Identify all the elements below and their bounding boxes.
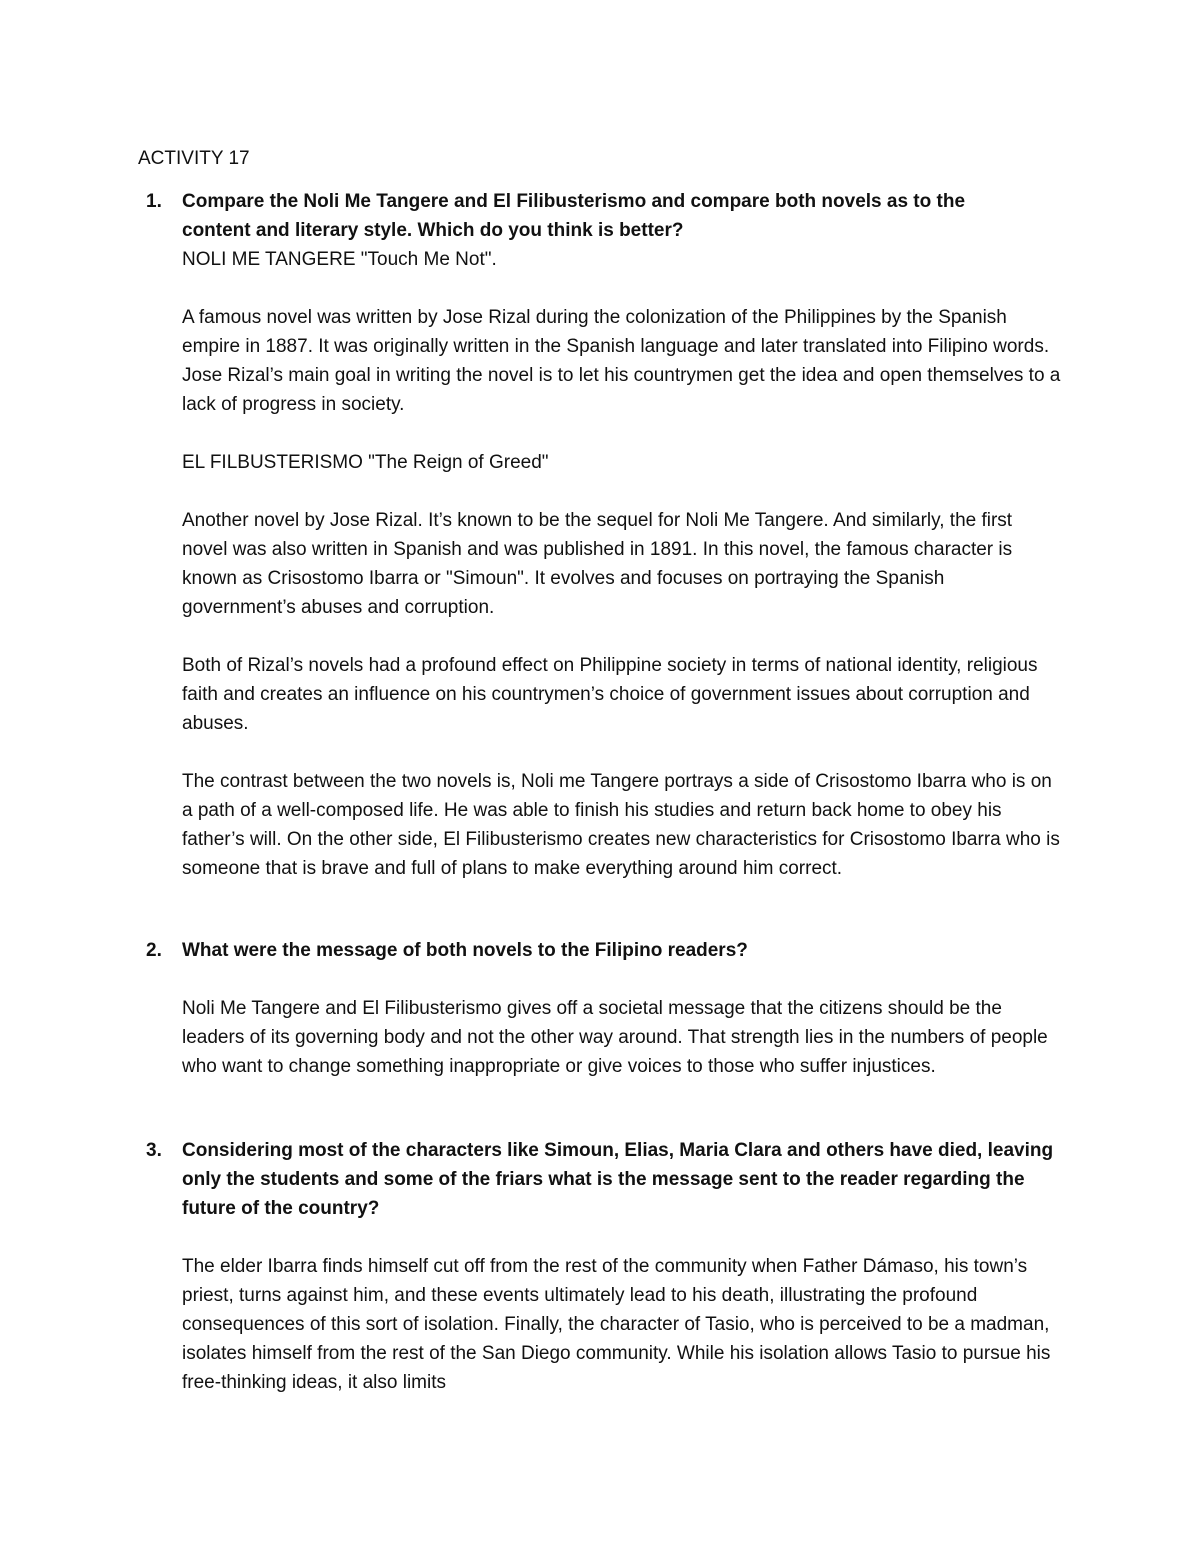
question-1-answer — [182, 245, 1078, 883]
document-title: ACTIVITY 17 — [138, 148, 250, 169]
question-text: What were the message of both novels to the Filipino readers? — [182, 940, 748, 961]
question-2-prompt — [138, 936, 1078, 965]
question-number: 3. — [146, 1140, 162, 1161]
fili-paragraph: Another novel by Jose Rizal. It’s known to be the sequel for Noli Me Tangere. And similarly, the first novel was also written in Spanish and was published in 1891. In this novel, the famous character is known as Crisostomo Ibarra or "Simoun". It evolves and focuses on portraying the Spanish government’s abuses and corruption. — [182, 510, 1013, 618]
noli-paragraph: A famous novel was written by Jose Rizal during the colonization of the Philippines by the Spanish empire in 1887. It was originally written in the Spanish language and later translated into Filipino words. Jose Rizal’s main goal in writing the novel is to let his countrymen get the idea and open themselves to a lack of progress in society. — [182, 307, 1061, 415]
question-number: 1. — [146, 191, 162, 212]
question-2-answer — [182, 994, 1078, 1081]
question-number: 2. — [146, 940, 162, 961]
answer-paragraph: The elder Ibarra finds himself cut off from the rest of the community when Father Dámaso, his town’s priest, turns against him, and these events ultimately lead to his death, illustrating the profound consequences of this sort of isolation. Finally, the character of Tasio, who is perceived to be a madman, isolates himself from the rest of the San Diego community. While his isolation allows Tasio to pursue his free-thinking ideas, it also limits — [182, 1256, 1051, 1393]
question-text: Considering most of the characters like Simoun, Elias, Maria Clara and others have died, leaving only the students and some of the friars what is the message sent to the reader regarding the future of the country? — [182, 1140, 1054, 1219]
answer-paragraph: Noli Me Tangere and El Filibusterismo gives off a societal message that the citizens should be the leaders of its governing body and not the other way around. That strength lies in the numbers of people who want to change something inappropriate or give voices to those who suffer injustices. — [182, 998, 1048, 1077]
both-novels-paragraph: Both of Rizal’s novels had a profound effect on Philippine society in terms of national identity, religious faith and creates an influence on his countrymen’s choice of government issues about corruption and abuses. — [182, 655, 1038, 734]
noli-heading: NOLI ME TANGERE "Touch Me Not". — [182, 249, 497, 270]
question-text: Compare the Noli Me Tangere and El Filibusterismo and compare both novels as to the content and literary style. Which do you think is better? — [182, 191, 966, 241]
question-1 — [138, 187, 1078, 883]
question-3 — [138, 1136, 1078, 1397]
contrast-paragraph: The contrast between the two novels is, Noli me Tangere portrays a side of Crisostomo Ibarra who is on a path of a well-composed life. He was able to finish his studies and return back home to obey his father’s will. On the other side, El Filibusterismo creates new characteristics for Crisostomo Ibarra who is someone that is brave and full of plans to make everything around him correct. — [182, 771, 1060, 879]
question-2 — [138, 936, 1078, 1081]
question-3-prompt — [138, 1136, 1078, 1223]
question-3-answer — [182, 1252, 1078, 1397]
fili-heading: EL FILBUSTERISMO "The Reign of Greed" — [182, 452, 549, 473]
question-1-prompt — [138, 187, 1078, 245]
